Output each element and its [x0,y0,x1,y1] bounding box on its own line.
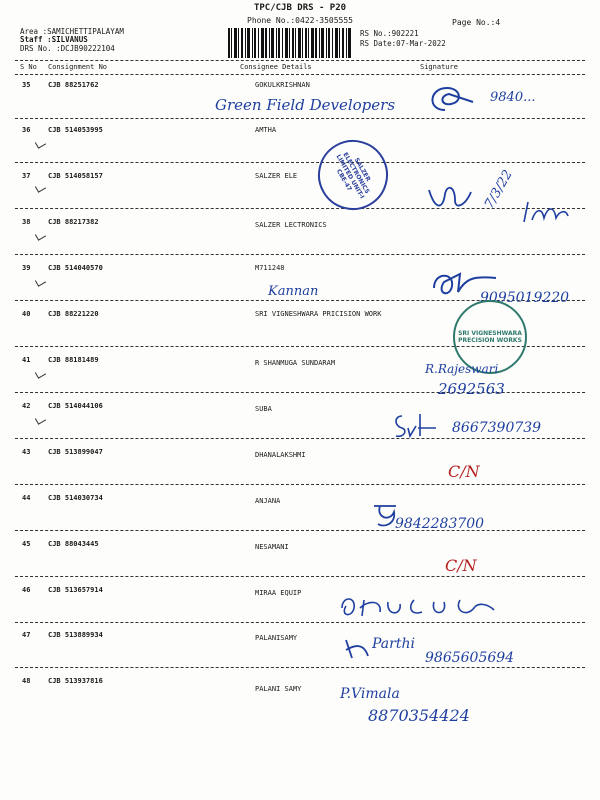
area-label: Area :SAMICHETTIPALAYAM [20,27,124,36]
row-consignment: CJB 513889934 [48,631,103,639]
row-sno: 37 [22,172,31,180]
handwritten-phone: 9095019220 [480,290,570,306]
row-sno: 45 [22,540,31,548]
sheet-title: TPC/CJB DRS - P20 [253,3,347,13]
row-consignee: MIRAA EQUIP [255,589,302,597]
row-consignment: CJB 88251762 [48,81,99,89]
row-consignment: CJB 514053995 [48,126,103,134]
handwritten-phone: 9865605694 [425,650,515,666]
row-divider [15,622,585,623]
row-divider [15,530,585,531]
phone-number: Phone No.:0422-3505555 [247,16,353,25]
signature-scribble-icon [425,82,475,116]
row-consignment: CJB 88043445 [48,540,99,548]
col-sno-header: S No [20,63,37,71]
signature-scribble-icon [338,592,498,622]
row-consignment: CJB 88217382 [48,218,99,226]
row-consignee: PALANI SAMY [255,685,302,693]
handwritten-phone: 2692563 [438,380,505,398]
row-consignment: CJB 513899047 [48,448,103,456]
row-divider [15,438,585,439]
row-consignee: R SHANMUGA SUNDARAM [255,359,336,367]
row-sno: 40 [22,310,31,318]
row-consignment: CJB 514044106 [48,402,103,410]
handwritten-date: 7/3/22 [481,167,516,212]
row-consignment: CJB 514030734 [48,494,103,502]
rs-date: RS Date:07-Mar-2022 [360,39,446,48]
handwritten-signature: Green Field Developers [215,96,396,114]
row-divider [15,118,585,119]
row-consignee: PALANISAMY [255,634,298,642]
row-sno: 46 [22,586,31,594]
row-sno: 38 [22,218,31,226]
row-consignee: NESAMANI [255,543,289,551]
col-consignee-header: Consignee Details [240,63,312,71]
row-sno: 36 [22,126,31,134]
signature-scribble-icon [392,410,438,440]
page-number: Page No.:4 [452,18,501,27]
row-consignment: CJB 513657914 [48,586,103,594]
handwritten-signature: 9840... [490,90,536,105]
table-row [0,586,600,636]
row-consignee: AMTHA [255,126,277,134]
row-divider [15,208,585,209]
row-sno: 44 [22,494,31,502]
table-row [0,540,600,590]
rs-number: RS No.:902221 [360,29,419,38]
row-consignee: SALZER LECTRONICS [255,221,327,229]
table-row [0,448,600,498]
handwritten-note: C/N [445,556,477,575]
row-consignee: SALZER ELE [255,172,298,180]
row-divider [15,667,585,668]
header-rule-bottom [15,74,585,75]
handwritten-phone: 8667390739 [452,420,542,436]
drs-number: DRS No. :DCJB90222104 [20,44,115,53]
company-stamp: SALZER ELECTRONICS LIMITED UNIT-I CBE-47 [305,127,401,223]
row-consignee: ANJANA [255,497,281,505]
row-divider [15,254,585,255]
handwritten-phone: 9842283700 [395,516,485,532]
signature-scribble-icon [425,180,475,220]
row-sno: 48 [22,677,31,685]
row-consignment: CJB 514040570 [48,264,103,272]
table-row [0,218,600,268]
handwritten-name: R.Rajeswari [425,362,499,376]
row-divider [15,162,585,163]
handwritten-phone: 8870354424 [368,706,470,725]
row-sno: 39 [22,264,31,272]
table-row [0,494,600,544]
handwritten-name: Parthi [372,636,415,652]
row-consignee: SUBA [255,405,272,413]
table-row [0,677,600,727]
row-consignee: SRI VIGNESHWARA PRICISION WORK [255,310,382,318]
signature-scribble-icon [342,636,372,662]
col-consignment-header: Consignment No [48,63,108,71]
row-sno: 35 [22,81,31,89]
barcode-image [228,28,352,58]
handwritten-name: P.Vimala [340,686,400,702]
row-consignee: DHANALAKSHMI [255,451,306,459]
company-stamp: SRI VIGNESHWARA PRECISION WORKS [453,300,527,374]
row-consignee: M711248 [255,264,285,272]
row-divider [15,484,585,485]
handwritten-name: Kannan [268,284,319,299]
col-signature-header: Signature [420,63,458,71]
row-sno: 41 [22,356,31,364]
row-sno: 47 [22,631,31,639]
row-divider [15,576,585,577]
row-consignee: GOKULKRISHNAN [255,81,310,89]
row-sno: 43 [22,448,31,456]
handwritten-note: C/N [448,462,480,481]
row-sno: 42 [22,402,31,410]
header-rule-top [15,60,585,61]
signature-scribble-icon [520,196,570,230]
row-consignment: CJB 514058157 [48,172,103,180]
row-consignment: CJB 88221220 [48,310,99,318]
table-row [0,126,600,176]
row-consignment: CJB 513937816 [48,677,103,685]
row-consignment: CJB 88181489 [48,356,99,364]
staff-label: Staff :SILVANUS [20,35,88,44]
